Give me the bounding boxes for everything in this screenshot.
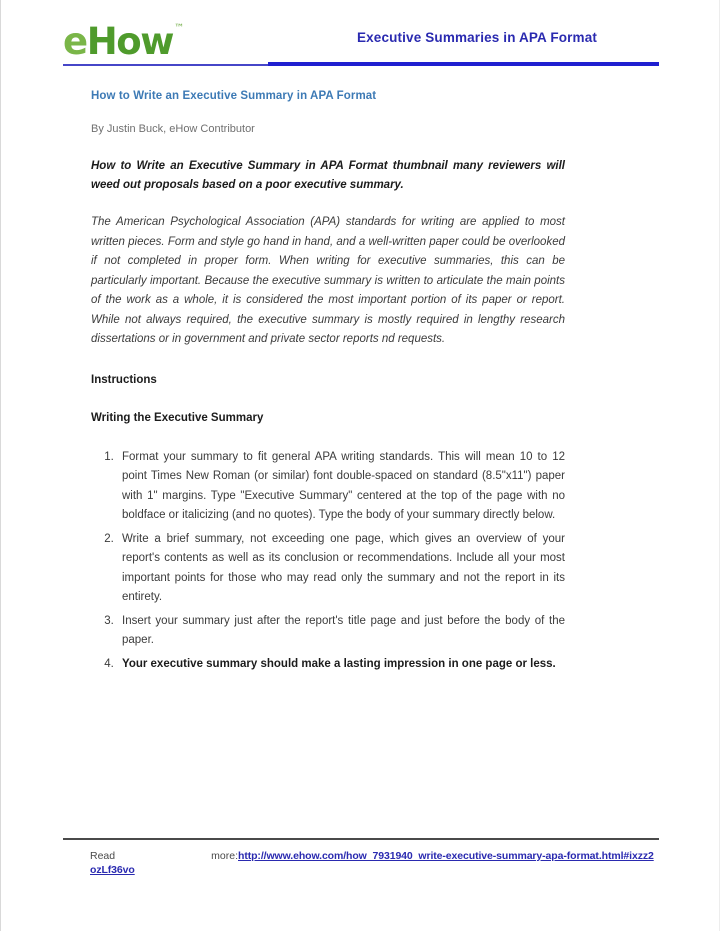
more-label: more: — [211, 850, 238, 862]
read-label: Read — [90, 850, 116, 862]
article-lede: How to Write an Executive Summary in APA Format thumbnail many reviewers will weed out proposals based on a poor executive summary. — [91, 160, 565, 191]
subsection-heading: Writing the Executive Summary — [91, 411, 264, 424]
list-item: 1. Format your summary to fit general APA writing standards. This will mean 10 to 12 point Times New Roman (or similar) font double-spaced on standard (8.5"x11") paper with 1" margins. Type "Executive Summary" centered at the top of the page with no boldface or italicizing (and no quotes). Type the body of your summary directly below. — [117, 448, 565, 526]
article-paragraph: The American Psychological Association (APA) standards for writing are applied to most written pieces. Form and style go hand in hand, and a well-written paper could be overlooked if not completed in proper form. When writing for executive summaries, this can be particularly important. Because the executive summary is written to articulate the main points of the work as a whole, it is considered the most important portion of its paper or report. While not always required, the executive summary is mostly required in lengthy research dissertations or in government and private sector reports nd requests. — [91, 216, 565, 345]
read-more-label — [90, 849, 238, 863]
article-byline: By Justin Buck, eHow Contributor — [91, 123, 255, 135]
page-header — [63, 22, 659, 70]
list-item: 4. Your executive summary should make a lasting impression in one page or less. — [117, 655, 565, 675]
list-item: 2. Write a brief summary, not exceeding one page, which gives an overview of your report's contents as well as its conclusion or recommendations. Include all your most important points for those who may read only the summary and not the report in its entirety. — [117, 530, 565, 608]
page-footer — [63, 838, 659, 877]
logo-how-text: How — [86, 20, 174, 63]
instruction-steps-list — [91, 448, 565, 675]
list-item: 3. Insert your summary just after the report's title page and just before the body of the paper. — [117, 612, 565, 651]
logo-e-text: e — [63, 20, 87, 63]
footer-divider — [63, 838, 659, 840]
article-content — [91, 88, 565, 678]
footer-read-more — [63, 849, 659, 877]
ehow-logo — [63, 22, 183, 62]
trademark-icon: ™ — [174, 23, 183, 34]
article-title: How to Write an Executive Summary in APA Format — [91, 90, 377, 102]
header-rule-thick — [268, 62, 659, 66]
instructions-heading: Instructions — [91, 373, 157, 386]
source-url-link[interactable]: http://www.ehow.com/how_7931940_write-executive-summary-apa-format.html#ixzz2ozLf36vo — [90, 850, 654, 876]
header-title: Executive Summaries in APA Format — [356, 30, 598, 45]
